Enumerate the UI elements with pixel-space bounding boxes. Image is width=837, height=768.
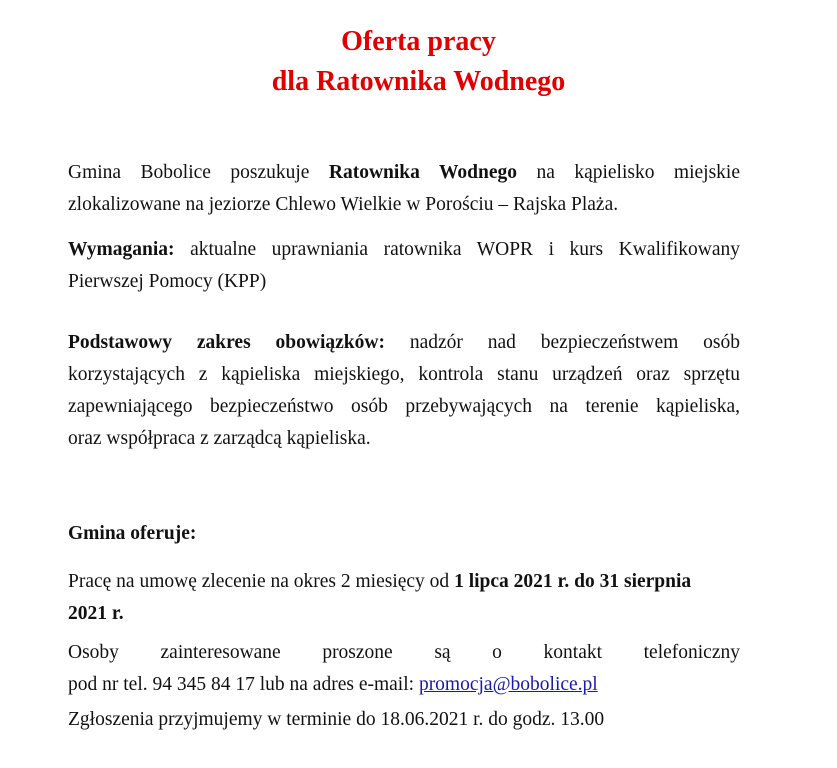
offer-paragraph [68,566,740,630]
intro-paragraph [68,157,740,221]
intro-text-2: na kąpielisko miejskie [517,162,740,183]
intro-line-2: zlokalizowane na jeziorze Chlewo Wielkie w Porościu – Rajska Plaża. [68,194,619,215]
duties-label: Podstawowy zakres obowiązków: [68,332,385,353]
offer-heading-block [68,518,740,550]
offer-dates-bold-2: 2021 r. [68,603,124,624]
intro-bold-position: Ratownika Wodnego [328,162,518,183]
intro-line-1 [68,157,740,189]
requirements-label: Wymagania: [68,239,175,260]
requirements-line-1 [68,234,740,266]
deadline-text: Zgłoszenia przyjmujemy w terminie do 18.06.2021 r. do godz. 13.00 [68,709,605,730]
email-link[interactable]: promocja@bobolice.pl [418,674,598,695]
requirements-paragraph [68,234,740,298]
duties-line-4: oraz współpraca z zarządcą kąpieliska. [68,428,371,449]
offer-dates-bold-1: 1 lipca 2021 r. do 31 sierpnia [454,571,692,592]
duties-paragraph [68,327,740,455]
offer-text-1: Pracę na umowę zlecenie na okres 2 miesięcy od [68,571,455,592]
intro-text-1: Gmina Bobolice poszukuje [68,162,329,183]
deadline-paragraph [68,704,740,736]
requirements-line-2: Pierwszej Pomocy (KPP) [68,271,267,292]
contact-line-2 [68,669,740,701]
contact-paragraph [68,637,740,701]
contact-line-1: Osoby zainteresowane proszone są o kontakt telefoniczny [68,642,740,663]
duties-line-3: zapewniającego bezpieczeństwo osób przebywających na terenie kąpieliska, [68,396,740,417]
requirements-text-1: aktualne uprawniania ratownika WOPR i kurs Kwalifikowany [174,239,740,260]
duties-line-1 [68,327,740,359]
duties-text-1: nadzór nad bezpieczeństwem osób [384,332,740,353]
offer-heading: Gmina oferuje: [68,523,197,544]
title-line-2: dla Ratownika Wodnego [271,66,566,97]
offer-line-1 [68,566,740,598]
title-line-1: Oferta pracy [341,26,496,57]
contact-text-2: pod nr tel. 94 345 84 17 lub na adres e-mail: [68,674,419,695]
duties-line-2: korzystających z kąpieliska miejskiego, kontrola stanu urządzeń oraz sprzętu [68,364,740,385]
